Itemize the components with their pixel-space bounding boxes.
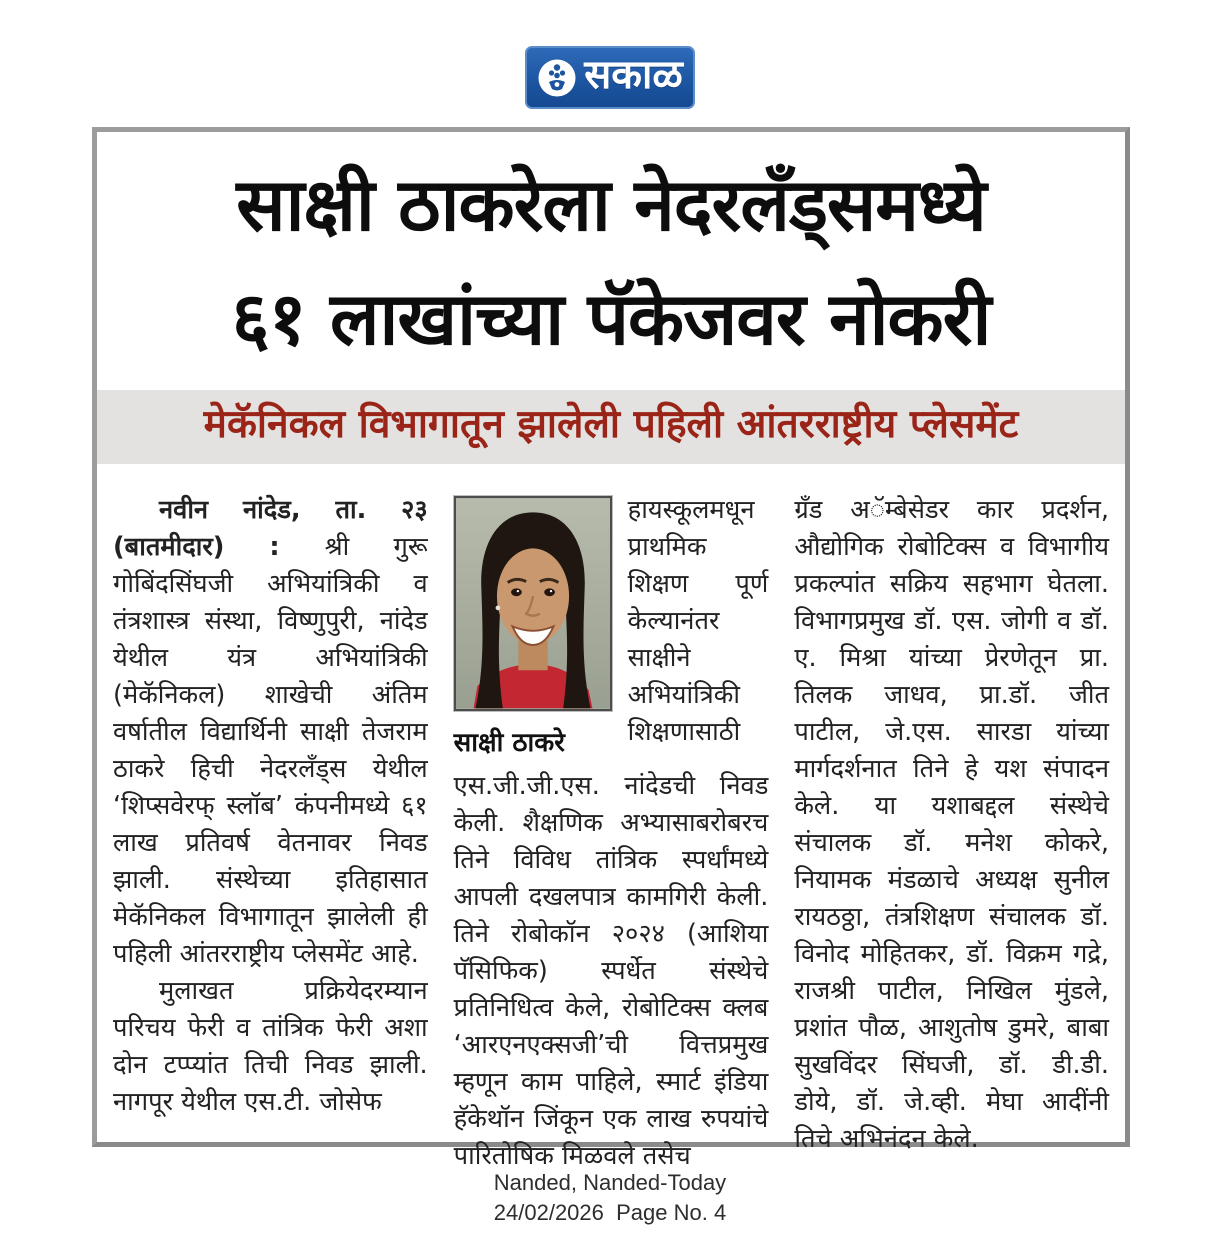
- article-body: [97, 464, 1125, 1175]
- clipping-footer: [0, 1168, 1220, 1228]
- masthead: [0, 0, 1220, 109]
- footer-date-page: 24/02/2026 Page No. 4: [493, 1200, 727, 1225]
- sakal-lamp-emblem-icon: [537, 58, 577, 98]
- dateline: नवीन नांदेड, ता. २३ (बातमीदार) :: [113, 495, 428, 562]
- body-column-3: [794, 492, 1109, 1175]
- paragraph: ग्रँड अॅम्बेसेडर कार प्रदर्शन, औद्योगिक रोबोटिक्स व विभागीय प्रकल्पांत सक्रिय सहभाग घेतला. विभागप्रमुख डॉ. एस. जोगी व डॉ. ए. मिश्रा यांच्या प्रेरणेतून प्रा. तिलक जाधव, प्रा.डॉ. जीत पाटील, जे.एस. सारडा यांच्या मार्गदर्शनात तिने हे यश संपादन केले. या यशाबद्दल संस्थेचे संचालक डॉ. मनेश कोकरे, नियामक मंडळाचे अध्यक्ष सुनील रायठठ्ठा, तंत्रशिक्षण संचालक डॉ. विनोद मोहितकर, डॉ. विक्रम गद्रे, राजश्री पाटील, निखिल मुंडले, प्रशांत पौळ, आशुतोष डुमरे, बाबा सुखविंदर सिंघजी, डॉ. डी.डी. डोये, डॉ. जे.व्ही. मेघा आदींनी तिचे अभिनंदन केले.: [794, 495, 1110, 1154]
- subheadline-strip: [97, 390, 1125, 464]
- footer-source: Nanded, Nanded-Today: [493, 1170, 727, 1195]
- paragraph: [113, 492, 428, 973]
- logo-wordmark: सकाळ: [584, 51, 683, 98]
- paragraph-text: श्री गुरू गोबिंदसिंघजी अभियांत्रिकी व तंत्रशास्त्र संस्था, विष्णुपुरी, नांदेड येथील यंत्र अभियांत्रिकी (मेकॅनिकल) शाखेची अंतिम वर्षातील विद्यार्थिनी साक्षी तेजराम ठाकरे हिची नेदरलँड्स येथील ‘शिप्सवेरफ् स्लॉब’ कंपनीमध्ये ६१ लाख प्रतिवर्ष वेतनावर निवड झाली. संस्थेच्या इतिहासात मेकॅनिकल विभागातून झालेली ही पहिली आंतरराष्ट्रीय प्लेसमेंट आहे.: [113, 532, 428, 969]
- headline-line-2: ६१ लाखांच्या पॅकेजवर नोकरी: [231, 276, 991, 362]
- body-column-1: [113, 492, 428, 1175]
- body-column-2: [454, 492, 769, 1175]
- headline-line-1: साक्षी ठाकरेला नेदरलँड्समध्ये: [236, 162, 986, 248]
- article-headline: [97, 132, 1125, 376]
- photo-caption: साक्षी ठाकरे: [453, 728, 565, 758]
- photo-block: [454, 496, 614, 762]
- newspaper-article: [92, 127, 1130, 1171]
- sakal-logo: [525, 46, 695, 109]
- paragraph: मुलाखत प्रक्रियेदरम्यान परिचय फेरी व तांत्रिक फेरी अशा दोन टप्प्यांत तिची निवड झाली. नागपूर येथील एस.टी. जोसेफ: [113, 976, 428, 1117]
- portrait-photo: [454, 496, 612, 711]
- paragraph: हायस्कूलमधून प्राथमिक शिक्षण पूर्ण केल्यानंतर साक्षीने अभियांत्रिकी शिक्षणासाठी एस.जी.जी.एस. नांदेडची निवड केली. शैक्षणिक अभ्यासाबरोबरच तिने विविध तांत्रिक स्पर्धांमध्ये आपली दखलपात्र कामगिरी केली. तिने रोबोकॉन २०२४ (आशिया पॅसिफिक) स्पर्धेत संस्थेचे प्रतिनिधित्व केले, रोबोटिक्स क्लब ‘आरएनएक्सजी’ची वित्तप्रमुख म्हणून काम पाहिले, स्मार्ट इंडिया हॅकेथॉन जिंकून एक लाख रुपयांचे पारितोषिक मिळवले तसेच: [453, 495, 769, 1171]
- article-subheadline: मेकॅनिकल विभागातून झालेली पहिली आंतरराष्ट्रीय प्लेसमेंट: [203, 401, 1019, 447]
